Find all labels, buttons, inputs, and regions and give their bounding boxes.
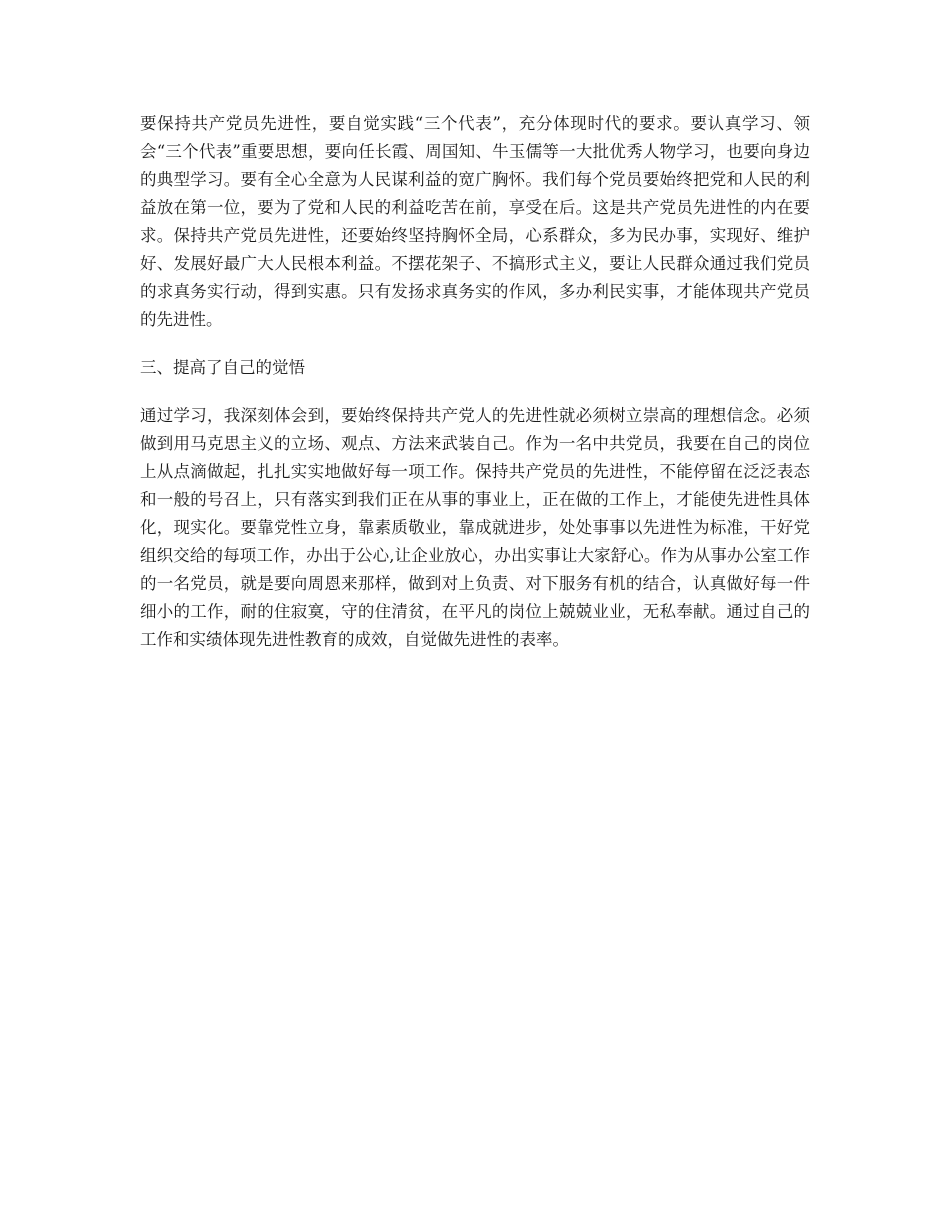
section-heading: 三、提高了自己的觉悟 (140, 358, 305, 377)
document-body (140, 110, 810, 654)
paragraph-2: 通过学习，我深刻体会到，要始终保持共产党人的先进性就必须树立崇高的理想信念。必须做到用马克思主义的立场、观点、方法来武装自己。作为一名中共党员，我要在自己的岗位上从点滴做起，扎扎实实地做好每一项工作。保持共产党员的先进性，不能停留在泛泛表态和一般的号召上，只有落实到我们正在从事的事业上，正在做的工作上，才能使先进性具体化，现实化。要靠党性立身，靠素质敬业，靠成就进步，处处事事以先进性为标准，干好党组织交给的每项工作，办出于公心,让企业放心，办出实事让大家舒心。作为从事办公室工作的一名党员，就是要向周恩来那样，做到对上负责、对下服务有机的结合，认真做好每一件细小的工作，耐的住寂寞，守的住清贫，在平凡的岗位上兢兢业业，无私奉献。通过自己的工作和实绩体现先进性教育的成效，自觉做先进性的表率。 (140, 406, 810, 649)
paragraph-1: 要保持共产党员先进性，要自觉实践“三个代表”，充分体现时代的要求。要认真学习、领会“三个代表”重要思想，要向任长霞、周国知、牛玉儒等一大批优秀人物学习，也要向身边的典型学习。要有全心全意为人民谋利益的宽广胸怀。我们每个党员要始终把党和人民的利益放在第一位，要为了党和人民的利益吃苦在前，享受在后。这是共产党员先进性的内在要求。保持共产党员先进性，还要始终坚持胸怀全局，心系群众，多为民办事，实现好、维护好、发展好最广大人民根本利益。不摆花架子、不搞形式主义，要让人民群众通过我们党员的求真务实行动，得到实惠。只有发扬求真务实的作风，多办利民实事，才能体现共产党员的先进性。 (140, 114, 810, 329)
